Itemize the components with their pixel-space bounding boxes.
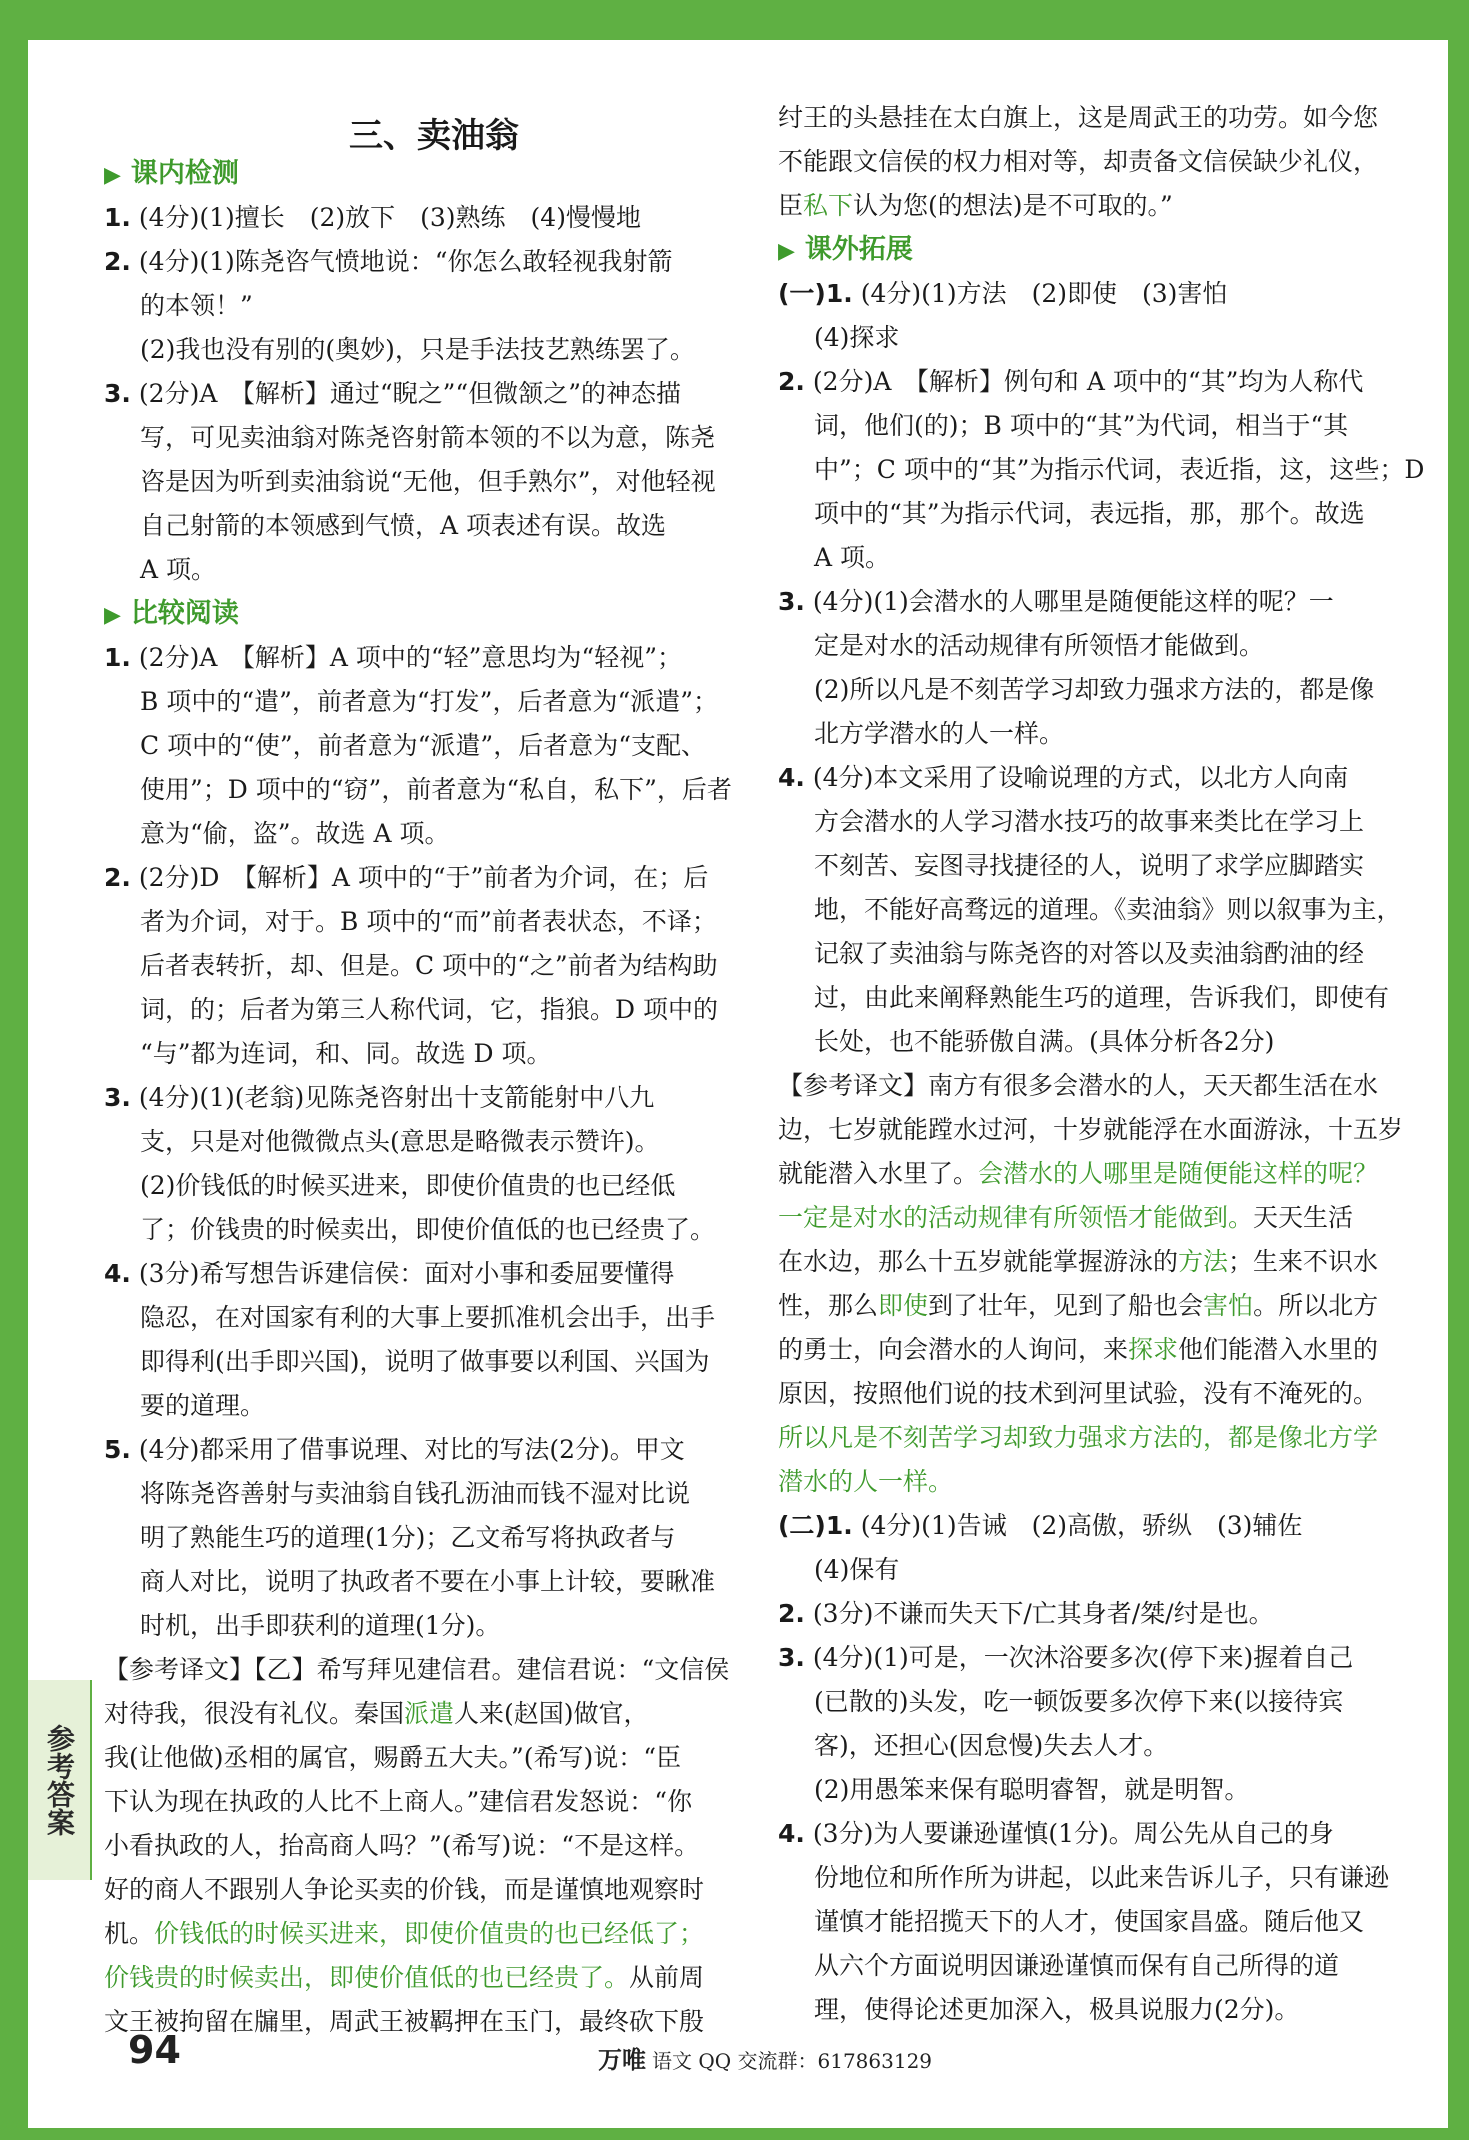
translation-text: ；生来不识水 (1228, 1247, 1379, 1276)
answer-text: 北方学潜水的人一样。 (814, 719, 1065, 748)
answer-text: (4分)都采用了借事说理、对比的写法(2分)。甲文 (138, 1435, 685, 1464)
answer-line (778, 1812, 1424, 1856)
answer-line (778, 272, 1424, 316)
answer-text: (4分)(1)(老翁)见陈尧咨射出十支箭能射中八九 (138, 1083, 655, 1112)
answer-text: 咨是因为听到卖油翁说“无他，但手熟尔”，对他轻视 (140, 467, 716, 496)
answer-line (778, 800, 1424, 844)
translation-line (104, 1780, 732, 1824)
answer-line (104, 548, 732, 592)
translation-text: 天天生活 (1253, 1203, 1354, 1232)
section-heading-text: 比较阅读 (130, 598, 239, 629)
answer-text: 的本领！” (140, 291, 253, 320)
answer-text: C 项中的“使”，前者意为“派遣”，后者意为“支配、 (140, 731, 706, 760)
answer-text: (2分)D 【解析】A 项中的“于”前者为介词，在；后 (138, 863, 709, 892)
translation-text: 不能跟文信侯的权力相对等，却责备文信侯缺少礼仪， (778, 147, 1379, 176)
answer-text: (2分)A 【解析】例句和 A 项中的“其”均为人称代 (812, 367, 1364, 396)
answer-text: 客)，还担心(因怠慢)失去人才。 (814, 1731, 1169, 1760)
answer-line (778, 712, 1424, 756)
answer-text: (2分)A 【解析】A 项中的“轻”意思均为“轻视”； (138, 643, 682, 672)
answer-line (104, 944, 732, 988)
answer-text: A 项。 (814, 543, 891, 572)
answer-text: 意为“偷，盗”。故选 A 项。 (140, 819, 450, 848)
translation-line (778, 140, 1424, 184)
answer-line (104, 328, 732, 372)
answer-text: 从六个方面说明因谦逊谨慎而保有自己所得的道 (814, 1951, 1340, 1980)
highlighted-text: 即使 (878, 1291, 929, 1320)
answer-text: 项中的“其”为指示代词，表远指，那，那个。故选 (814, 499, 1365, 528)
answer-line (104, 1604, 732, 1648)
answer-line (778, 404, 1424, 448)
translation-text: 好的商人不跟别人争论买卖的价钱，而是谨慎地观察时 (104, 1875, 705, 1904)
translation-text: 从前周 (629, 1963, 705, 1992)
answer-text: (4分)本文采用了设喻说理的方式，以北方人向南 (812, 763, 1349, 792)
section-heading-extension (778, 228, 1424, 272)
answer-text: (3分)为人要谦逊谨慎(1分)。周公先从自己的身 (812, 1819, 1334, 1848)
translation-line (104, 1956, 732, 2000)
answer-text: 中”；C 项中的“其”为指示代词，表近指，这，这些；D (814, 455, 1425, 484)
translation-line (778, 96, 1424, 140)
translation-line (778, 1064, 1424, 1108)
question-number: 4. (778, 1819, 805, 1848)
side-tab-label: 参考答案 (28, 1680, 92, 1880)
translation-line (104, 1824, 732, 1868)
answer-line (778, 668, 1424, 712)
answer-line (778, 624, 1424, 668)
highlighted-text: 害怕 (1203, 1291, 1254, 1320)
triangle-icon: ▶ (104, 163, 121, 188)
page-title: 三、卖油翁 (349, 116, 519, 156)
translation-line (778, 1108, 1424, 1152)
right-content (778, 96, 1424, 2032)
translation-text: 。所以北方 (1253, 1291, 1379, 1320)
answer-text: 份地位和所作所为讲起，以此来告诉儿子，只有谦逊 (814, 1863, 1390, 1892)
translation-line (104, 1648, 732, 1692)
translation-text: 就能潜入水里了。 (778, 1159, 979, 1188)
translation-text: 认为您(的想法)是不可取的。” (853, 191, 1173, 220)
question-number: (二)1. (778, 1511, 853, 1540)
answer-text: (2)我也没有别的(奥妙)，只是手法技艺熟练罢了。 (140, 335, 695, 364)
answer-text: 后者表转折，却、但是。C 项中的“之”前者为结构助 (140, 951, 718, 980)
answer-line (778, 1944, 1424, 1988)
answer-text: 写，可见卖油翁对陈尧咨射箭本领的不以为意，陈尧 (140, 423, 716, 452)
answer-text: 地，不能好高骛远的道理。《卖油翁》则以叙事为主， (814, 895, 1402, 924)
highlighted-text: 价钱低的时候买进来，即使价值贵的也已经低了； (154, 1919, 705, 1948)
translation-text: 性，那么 (778, 1291, 879, 1320)
answer-text: 长处，也不能骄傲自满。(具体分析各2分) (814, 1027, 1275, 1056)
question-number: (一)1. (778, 279, 853, 308)
question-number: 2. (104, 863, 131, 892)
answer-line (104, 1516, 732, 1560)
question-number: 2. (778, 1599, 805, 1628)
translation-line (104, 1692, 732, 1736)
answer-text: 词，他们(的)；B 项中的“其”为代词，相当于“其 (814, 411, 1349, 440)
answer-line (778, 1680, 1424, 1724)
answer-line (778, 1020, 1424, 1064)
answer-line (104, 768, 732, 812)
answer-text: 支，只是对他微微点头(意思是略微表示赞许)。 (140, 1127, 660, 1156)
answer-text: B 项中的“遣”，前者意为“打发”，后者意为“派遣”； (140, 687, 719, 716)
translation-text: 【参考译文】南方有很多会潜水的人，天天都生活在水 (778, 1071, 1379, 1100)
translation-line (104, 1868, 732, 1912)
answer-text: (4分)(1)方法 (2)即使 (3)害怕 (860, 279, 1228, 308)
answer-text: 要的道理。 (140, 1391, 266, 1420)
page-number: 94 (128, 2028, 181, 2072)
answer-text: (2)用愚笨来保有聪明睿智，就是明智。 (814, 1775, 1250, 1804)
translation-text: 边，七岁就能蹚水过河，十岁就能浮在水面游泳，十五岁 (778, 1115, 1404, 1144)
answer-line (778, 580, 1424, 624)
translation-line (778, 1284, 1424, 1328)
answer-text: “与”都为连词，和、同。故选 D 项。 (140, 1039, 552, 1068)
answer-text: (4分)(1)可是，一次沐浴要多次(停下来)握着自己 (812, 1643, 1354, 1672)
answer-line (104, 1252, 732, 1296)
answer-text: 即得利(出手即兴国)，说明了做事要以利国、兴国为 (140, 1347, 710, 1376)
translation-text: 纣王的头悬挂在太白旗上，这是周武王的功劳。如今您 (778, 103, 1379, 132)
translation-text: 机。 (104, 1919, 155, 1948)
translation-line (778, 1196, 1424, 1240)
highlighted-text: 方法 (1178, 1247, 1229, 1276)
brand-logo: 万唯 (598, 2046, 646, 2074)
translation-line (104, 2000, 732, 2044)
answer-line (104, 1208, 732, 1252)
question-number: 3. (778, 1643, 805, 1672)
answer-line (778, 1504, 1424, 1548)
answer-text: (2分)A 【解析】通过“睨之”“但微颔之”的神态描 (138, 379, 681, 408)
answer-line (778, 316, 1424, 360)
question-number: 1. (104, 643, 131, 672)
answer-line (104, 1340, 732, 1384)
question-number: 4. (104, 1259, 131, 1288)
translation-line (778, 1328, 1424, 1372)
answer-text: (4分)(1)告诫 (2)高傲，骄纵 (3)辅佐 (860, 1511, 1303, 1540)
answer-text: 隐忍，在对国家有利的大事上要抓准机会出手，出手 (140, 1303, 716, 1332)
answer-text: (4)保有 (814, 1555, 900, 1584)
answer-text: 记叙了卖油翁与陈尧咨的对答以及卖油翁酌油的经 (814, 939, 1365, 968)
highlighted-text: 探求 (1128, 1335, 1179, 1364)
footer-text: 语文 QQ 交流群：617863129 (652, 2049, 933, 2073)
answer-text: 不刻苦、妄图寻找捷径的人，说明了求学应脚踏实 (814, 851, 1365, 880)
answer-line (104, 900, 732, 944)
section-heading-text: 课外拓展 (804, 234, 913, 265)
answer-line (104, 1120, 732, 1164)
answer-text: (4分)(1)擅长 (2)放下 (3)熟练 (4)慢慢地 (138, 203, 641, 232)
answer-line (104, 1560, 732, 1604)
translation-text: 人来(赵国)做官， (454, 1699, 649, 1728)
question-number: 3. (104, 379, 131, 408)
answer-line (104, 1472, 732, 1516)
left-content (104, 152, 732, 2044)
question-number: 5. (104, 1435, 131, 1464)
highlighted-text: 私下 (803, 191, 854, 220)
answer-line (778, 1988, 1424, 2032)
answer-text: (3分)希写想告诉建信侯：面对小事和委屈要懂得 (138, 1259, 675, 1288)
answer-line (104, 372, 732, 416)
answer-text: 词，的；后者为第三人称代词，它，指狼。D 项中的 (140, 995, 718, 1024)
question-number: 2. (778, 367, 805, 396)
translation-text: 臣 (778, 191, 804, 220)
answer-page (28, 40, 1448, 2128)
translation-line (778, 1152, 1424, 1196)
translation-line (778, 1240, 1424, 1284)
answer-line (104, 856, 732, 900)
answer-line (104, 812, 732, 856)
answer-line (778, 976, 1424, 1020)
answer-line (104, 416, 732, 460)
answer-text: (2)所以凡是不刻苦学习却致力强求方法的，都是像 (814, 675, 1375, 704)
translation-text: 到了壮年，见到了船也会 (928, 1291, 1204, 1320)
answer-text: 方会潜水的人学习潜水技巧的故事来类比在学习上 (814, 807, 1365, 836)
answer-line (104, 1164, 732, 1208)
translation-line (778, 184, 1424, 228)
answer-line (778, 1724, 1424, 1768)
translation-text: 我(让他做)丞相的属官，赐爵五大夫。”(希写)说：“臣 (104, 1743, 682, 1772)
answer-text: (4分)(1)会潜水的人哪里是随便能这样的呢？一 (812, 587, 1334, 616)
answer-line (778, 1768, 1424, 1812)
question-number: 3. (778, 587, 805, 616)
answer-line (778, 492, 1424, 536)
answer-line (104, 988, 732, 1032)
answer-line (104, 1296, 732, 1340)
translation-line (778, 1372, 1424, 1416)
highlighted-text: 价钱贵的时候卖出，即使价值低的也已经贵了。 (104, 1963, 630, 1992)
answer-line (104, 460, 732, 504)
question-number: 4. (778, 763, 805, 792)
answer-text: 明了熟能生巧的道理(1分)；乙文希写将执政者与 (140, 1523, 676, 1552)
question-number: 3. (104, 1083, 131, 1112)
answer-text: 使用”；D 项中的“窃”，前者意为“私自，私下”，后者 (140, 775, 732, 804)
translation-text: 在水边，那么十五岁就能掌握游泳的 (778, 1247, 1179, 1276)
highlighted-text: 潜水的人一样。 (778, 1467, 954, 1496)
footer (598, 2040, 932, 2075)
answer-line (778, 448, 1424, 492)
answer-text: 自己射箭的本领感到气愤，A 项表述有误。故选 (140, 511, 667, 540)
highlighted-text: 派遣 (404, 1699, 455, 1728)
translation-text: 原因，按照他们说的技术到河里试验，没有不淹死的。 (778, 1379, 1379, 1408)
answer-line (104, 636, 732, 680)
answer-text: 商人对比，说明了执政者不要在小事上计较，要瞅准 (140, 1567, 716, 1596)
answer-line (778, 756, 1424, 800)
answer-line (778, 932, 1424, 976)
answer-line (778, 844, 1424, 888)
section-heading-comparison (104, 592, 732, 636)
translation-line (778, 1416, 1424, 1460)
answer-text: (4分)(1)陈尧咨气愤地说：“你怎么敢轻视我射箭 (138, 247, 673, 276)
section-heading-text: 课内检测 (130, 158, 239, 189)
answer-line (104, 1428, 732, 1472)
translation-text: 的勇士，向会潜水的人询问，来 (778, 1335, 1129, 1364)
answer-text: 定是对水的活动规律有所领悟才能做到。 (814, 631, 1265, 660)
answer-text: (2)价钱低的时候买进来，即使价值贵的也已经低 (140, 1171, 676, 1200)
answer-line (778, 536, 1424, 580)
triangle-icon: ▶ (104, 603, 121, 628)
answer-line (778, 1548, 1424, 1592)
answer-text: 将陈尧咨善射与卖油翁自钱孔沥油而钱不湿对比说 (140, 1479, 691, 1508)
translation-text: 文王被拘留在牖里，周武王被羁押在玉门，最终砍下殷 (104, 2007, 705, 2036)
answer-line (778, 1856, 1424, 1900)
highlighted-text: 所以凡是不刻苦学习却致力强求方法的，都是像北方学 (778, 1423, 1379, 1452)
highlighted-text: 一定是对水的活动规律有所领悟才能做到。 (778, 1203, 1254, 1232)
translation-line (778, 1460, 1424, 1504)
answer-text: 理，使得论述更加深入，极具说服力(2分)。 (814, 1995, 1300, 2024)
answer-line (104, 240, 732, 284)
translation-text: 【参考译文】【乙】希写拜见建信君。建信君说：“文信侯 (104, 1655, 730, 1684)
answer-line (104, 1032, 732, 1076)
answer-line (778, 1900, 1424, 1944)
translation-text: 对待我，很没有礼仪。秦国 (104, 1699, 405, 1728)
answer-text: 谨慎才能招揽天下的人才，使国家昌盛。随后他又 (814, 1907, 1365, 1936)
answer-text: (3分)不谦而失天下/亡其身者/桀/纣是也。 (812, 1599, 1274, 1628)
translation-text: 小看执政的人，抬高商人吗？”(希写)说：“不是这样。 (104, 1831, 700, 1860)
answer-line (778, 1636, 1424, 1680)
translation-line (104, 1912, 732, 1956)
answer-line (778, 360, 1424, 404)
answer-text: 过，由此来阐释熟能生巧的道理，告诉我们，即使有 (814, 983, 1390, 1012)
answer-line (104, 680, 732, 724)
answer-line (104, 1384, 732, 1428)
answer-text: 了；价钱贵的时候卖出，即使价值低的也已经贵了。 (140, 1215, 716, 1244)
answer-line (104, 196, 732, 240)
triangle-icon: ▶ (778, 239, 795, 264)
answer-line (104, 1076, 732, 1120)
answer-line (104, 504, 732, 548)
answer-line (778, 1592, 1424, 1636)
answer-line (104, 284, 732, 328)
question-number: 2. (104, 247, 131, 276)
translation-line (104, 1736, 732, 1780)
answer-text: 时机，出手即获利的道理(1分)。 (140, 1611, 501, 1640)
answer-text: (4)探求 (814, 323, 900, 352)
answer-line (104, 724, 732, 768)
answer-text: 者为介词，对于。B 项中的“而”前者表状态，不译； (140, 907, 717, 936)
translation-text: 下认为现在执政的人比不上商人。”建信君发怒说：“你 (104, 1787, 693, 1816)
answer-text: (已散的)头发，吃一顿饭要多次停下来(以接待宾 (814, 1687, 1344, 1716)
answer-line (778, 888, 1424, 932)
answer-text: A 项。 (140, 555, 217, 584)
translation-text: 他们能潜入水里的 (1178, 1335, 1379, 1364)
question-number: 1. (104, 203, 131, 232)
highlighted-text: 会潜水的人哪里是随便能这样的呢？ (978, 1159, 1379, 1188)
section-heading-in-class (104, 152, 732, 196)
